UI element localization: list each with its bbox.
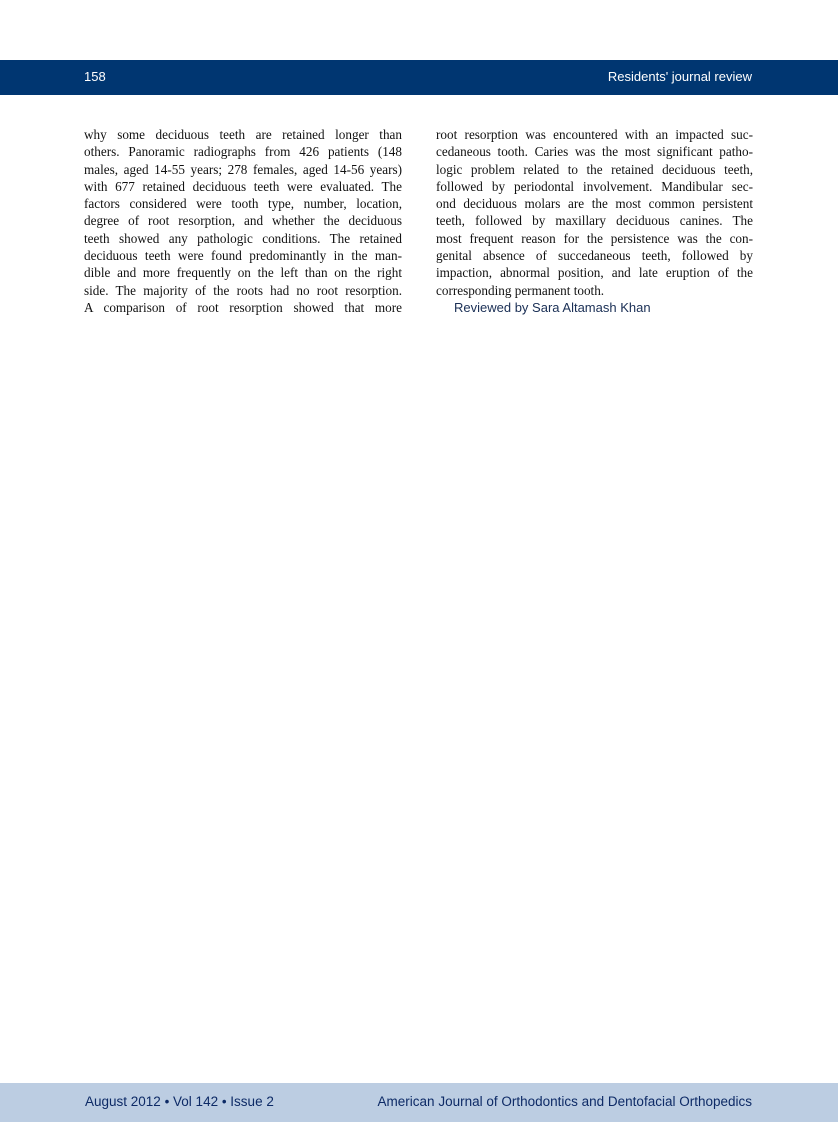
text-line: logic problem related to the retained deciduous teeth, — [436, 161, 753, 177]
text-line: genital absence of succedaneous teeth, followed by — [436, 248, 753, 264]
text-line: degree of root resorption, and whether the deciduous — [84, 213, 402, 229]
text-line: factors considered were tooth type, number, location, — [84, 196, 402, 212]
text-line: why some deciduous teeth are retained longer than — [84, 127, 402, 142]
text-line: most frequent reason for the persistence was the con- — [436, 230, 753, 246]
page-header — [0, 60, 838, 95]
text-line: A comparison of root resorption showed that more — [84, 299, 402, 315]
journal-name: American Journal of Orthodontics and Dentofacial Orthopedics — [377, 1094, 752, 1109]
reviewer-credit: Reviewed by Sara Altamash Khan — [454, 299, 651, 315]
text-line: dible and more frequently on the left than on the right — [84, 265, 402, 281]
text-line: teeth showed any pathologic conditions. The retained — [84, 230, 402, 246]
page-number: 158 — [84, 69, 106, 84]
text-line: root resorption was encountered with an impacted suc- — [436, 127, 753, 142]
left-column — [84, 126, 402, 316]
section-title: Residents' journal review — [607, 69, 752, 84]
text-line: cedaneous tooth. Caries was the most significant patho- — [436, 144, 753, 160]
page-footer — [0, 1083, 838, 1122]
text-line: teeth, followed by maxillary deciduous canines. The — [436, 213, 753, 229]
text-line: ond deciduous molars are the most common persistent — [436, 196, 753, 212]
text-line: impaction, abnormal position, and late eruption of the — [436, 265, 753, 281]
text-line: corresponding permanent tooth. — [436, 282, 605, 298]
text-line: males, aged 14-55 years; 278 females, aged 14-56 years) — [84, 161, 402, 177]
text-line: deciduous teeth were found predominantly in the man- — [84, 248, 402, 264]
text-line: others. Panoramic radiographs from 426 patients (148 — [84, 144, 402, 160]
text-line: followed by periodontal involvement. Mandibular sec- — [436, 178, 753, 194]
issue-info: August 2012 • Vol 142 • Issue 2 — [85, 1094, 274, 1109]
text-line: side. The majority of the roots had no root resorption. — [84, 282, 402, 298]
right-column — [436, 126, 753, 316]
text-line: with 677 retained deciduous teeth were evaluated. The — [84, 178, 402, 194]
